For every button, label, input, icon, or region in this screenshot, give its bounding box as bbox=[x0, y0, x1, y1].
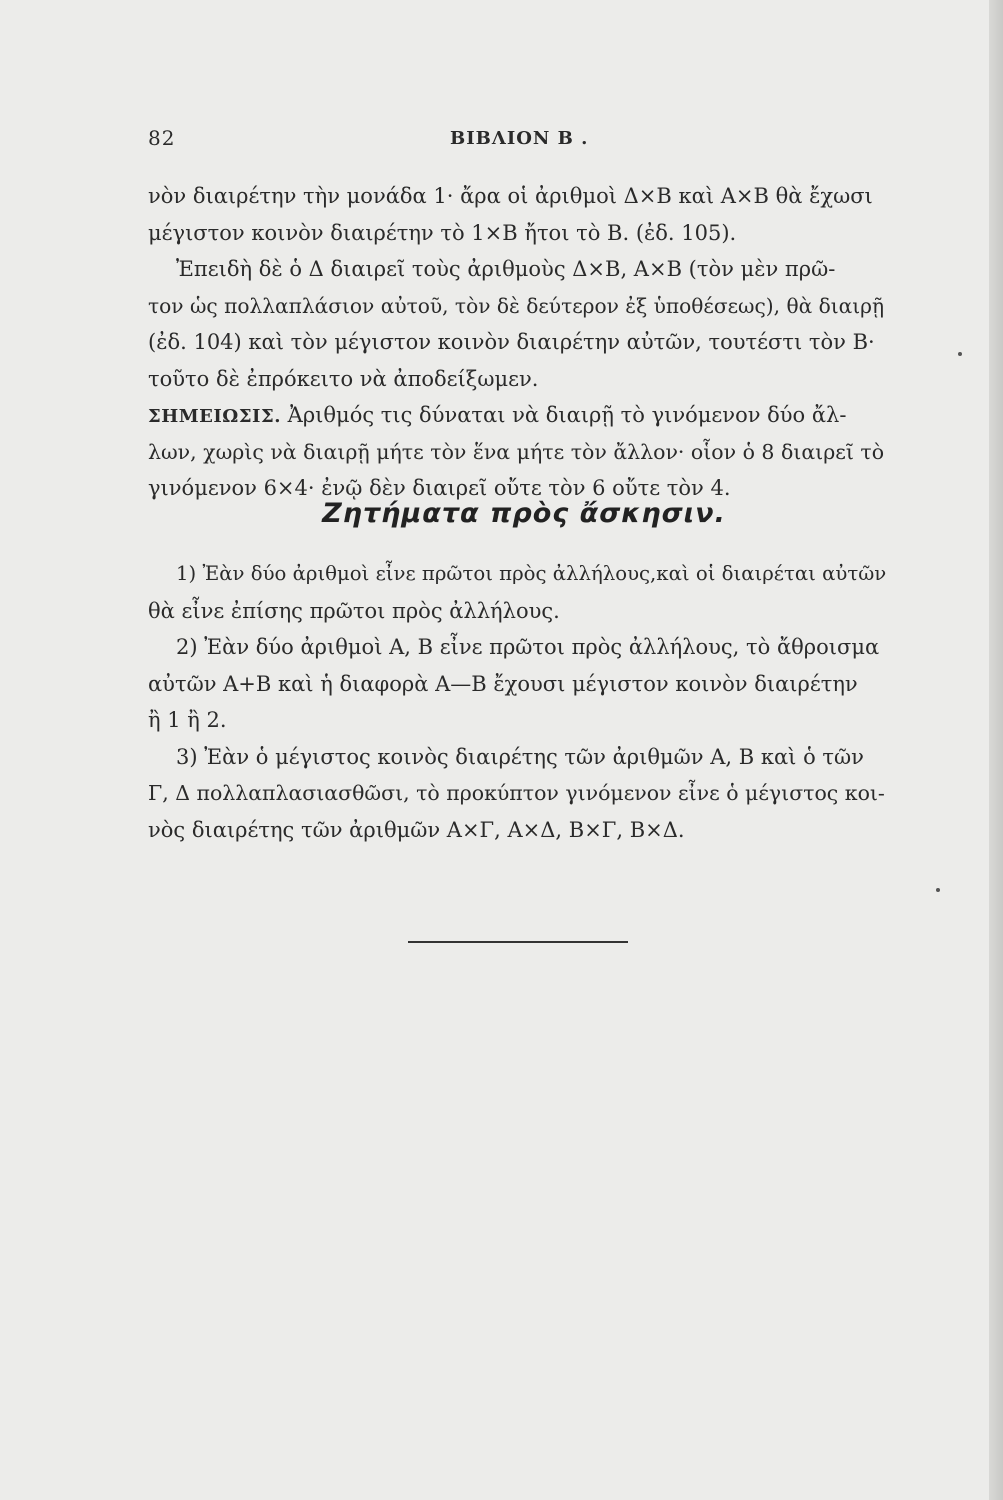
page-number: 82 bbox=[148, 126, 176, 150]
page-header bbox=[148, 126, 900, 156]
note-text: Ἀριθμός τις δύναται νὰ διαιρῇ τὸ γινόμενον δύο ἄλ- bbox=[287, 403, 847, 427]
exercises-list bbox=[148, 556, 900, 848]
text-line: Ἐπειδὴ δὲ ὁ Δ διαιρεῖ τοὺς ἀριθμοὺς Δ×Β, Α×Β (τὸν μὲν πρῶ- bbox=[176, 257, 836, 281]
page-edge bbox=[989, 0, 1003, 1500]
note-line bbox=[148, 397, 900, 434]
text-line: τοῦτο δὲ ἐπρόκειτο νὰ ἀποδείξωμεν. bbox=[148, 366, 539, 391]
exercise-line: 1) Ἐὰν δύο ἀριθμοὶ εἶνε πρῶτοι πρὸς ἀλλήλους,καὶ οἱ διαιρέται αὐτῶν bbox=[176, 562, 887, 585]
exercise-line: αὐτῶν Α+Β καὶ ἡ διαφορὰ Α—Β ἔχουσι μέγιστον κοινὸν διαιρέτην bbox=[148, 671, 858, 696]
section-rule bbox=[408, 941, 628, 943]
exercises-heading: Ζητήματα πρὸς ἄσκησιν. bbox=[322, 498, 726, 529]
text-line: τον ὡς πολλαπλάσιον αὐτοῦ, τὸν δὲ δεύτερον ἐξ ὑποθέσεως), θὰ διαιρῇ bbox=[148, 293, 885, 318]
ink-speck bbox=[936, 888, 940, 892]
ink-speck bbox=[958, 352, 962, 356]
exercise-line: Γ, Δ πολλαπλασιασθῶσι, τὸ προκύπτον γινόμενον εἶνε ὁ μέγιστος κοι- bbox=[148, 781, 885, 805]
text-line: (ἐδ. 104) καὶ τὸν μέγιστον κοινὸν διαιρέτην αὐτῶν, τουτέστι τὸν Β· bbox=[148, 330, 875, 354]
text-line: νὸν διαιρέτην τὴν μονάδα 1· ἄρα οἱ ἀριθμοὶ Δ×Β καὶ Α×Β θὰ ἔχωσι bbox=[148, 184, 873, 208]
exercise-line: 3) Ἐὰν ὁ μέγιστος κοινὸς διαιρέτης τῶν ἀριθμῶν Α, Β καὶ ὁ τῶν bbox=[176, 744, 864, 769]
text-line: λων, χωρὶς νὰ διαιρῇ μήτε τὸν ἕνα μήτε τὸν ἄλλον· οἷον ὁ 8 διαιρεῖ τὸ bbox=[148, 439, 885, 464]
running-title: ΒΙΒΛΙΟΝ Β . bbox=[450, 128, 589, 149]
exercise-line: θὰ εἶνε ἐπίσης πρῶτοι πρὸς ἀλλήλους. bbox=[148, 598, 560, 623]
body-text bbox=[148, 178, 900, 507]
exercise-line: ἢ 1 ἢ 2. bbox=[148, 708, 227, 732]
text-line: μέγιστον κοινὸν διαιρέτην τὸ 1×Β ἤτοι τὸ Β. (ἐδ. 105). bbox=[148, 220, 737, 245]
exercise-line: νὸς διαιρέτης τῶν ἀριθμῶν Α×Γ, Α×Δ, Β×Γ, Β×Δ. bbox=[148, 817, 685, 842]
note-label: ΣΗΜΕΙΩΣΙΣ. bbox=[148, 406, 281, 427]
exercise-line: 2) Ἐὰν δύο ἀριθμοὶ Α, Β εἶνε πρῶτοι πρὸς ἀλλήλους, τὸ ἄθροισμα bbox=[176, 635, 880, 659]
text-line: γινόμενον 6×4· ἐνῷ δὲν διαιρεῖ οὔτε τὸν 6 οὔτε τὸν 4. bbox=[148, 476, 731, 500]
